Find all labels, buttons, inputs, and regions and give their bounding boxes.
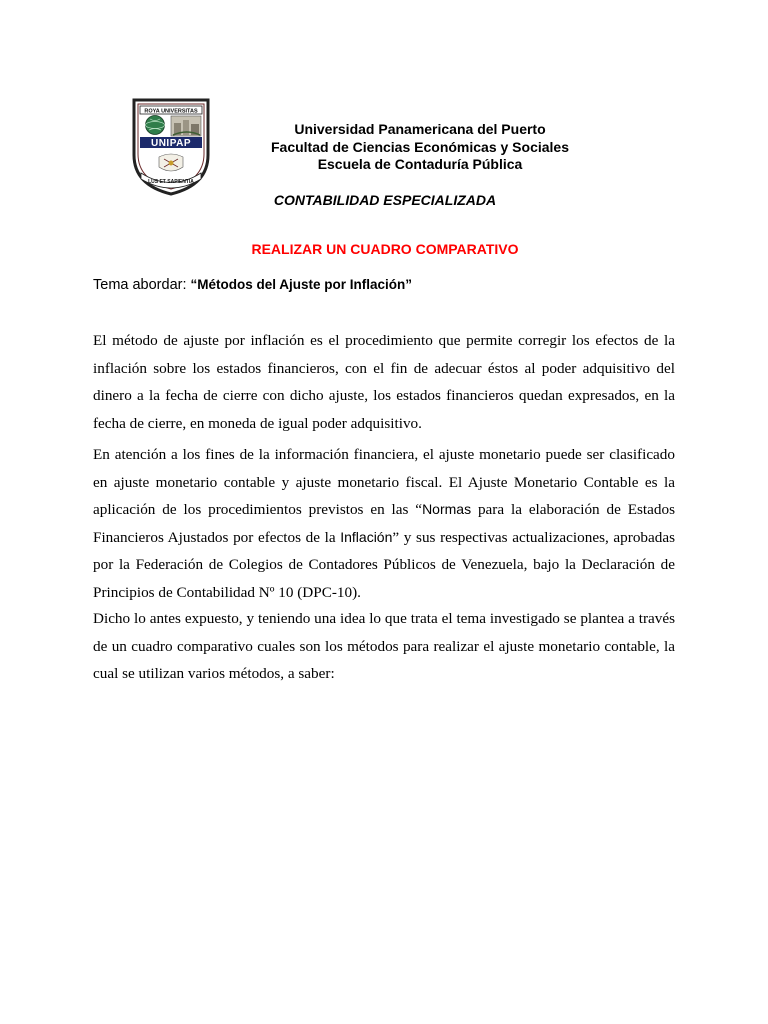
faculty-name: Facultad de Ciencias Económicas y Sociales — [270, 138, 569, 155]
logo-top-text: ROYA UNIVERSITAS — [144, 108, 198, 115]
paragraph-classification-part3: ” y sus respectivas actualizaciones, aprobadas por la Federación de Colegios de Contadores Públicos de Venezuela, bajo la Declaración de Principios de Contabilidad Nº 10 (DPC-10). — [93, 528, 675, 601]
logo-banner-text: UNIPAP — [150, 138, 192, 149]
university-logo — [131, 97, 211, 196]
paragraph-classification-part1: En atención a los fines de la información financiera, el ajuste monetario puede ser clasificado en ajuste monetario contable y ajuste monetario fiscal. El Ajuste Monetario Contable es la aplicación de los procedimientos previstos en las “ — [93, 446, 675, 518]
paragraph-methods-intro: Dicho lo antes expuesto, y teniendo una idea lo que trata el tema investigado se plantea a través de un cuadro comparativo cuales son los métodos para realizar el ajuste monetario contable, la cual se utilizan varios métodos, a saber: — [93, 610, 675, 682]
school-name: Escuela de Contaduría Pública — [317, 156, 523, 172]
paragraph-intro: El método de ajuste por inflación es el procedimiento que permite corregir los efectos de la inflación sobre los estados financieros, con el fin de adecuar éstos al poder adquisitivo del dinero a la fecha de cierre con dicho ajuste, los estados financieros quedan expresados, en la fecha de cierre, en moneda de igual poder adquisitivo. — [93, 332, 675, 432]
institution-header — [200, 121, 640, 174]
paragraph-classification-part2: para la elaboración de Estados Financieros Ajustados por efectos de la — [93, 501, 675, 546]
globe-icon — [146, 116, 165, 135]
paragraph-classification — [93, 441, 675, 606]
topic-label: Tema abordar: — [93, 277, 191, 293]
normas-word: Normas — [422, 501, 472, 517]
building-icon — [171, 116, 201, 136]
course-title: CONTABILIDAD ESPECIALIZADA — [273, 192, 497, 208]
topic-line — [93, 277, 412, 293]
logo-bottom-text: LUS ET SAPIENTIA — [148, 179, 194, 185]
inflacion-word: Inflación — [340, 528, 393, 545]
university-name: Universidad Panamericana del Puerto — [294, 121, 546, 137]
emblem-icon — [159, 154, 183, 171]
topic-value: “Métodos del Ajuste por Inflación” — [190, 277, 413, 292]
assignment-title: REALIZAR UN CUADRO COMPARATIVO — [251, 241, 519, 257]
